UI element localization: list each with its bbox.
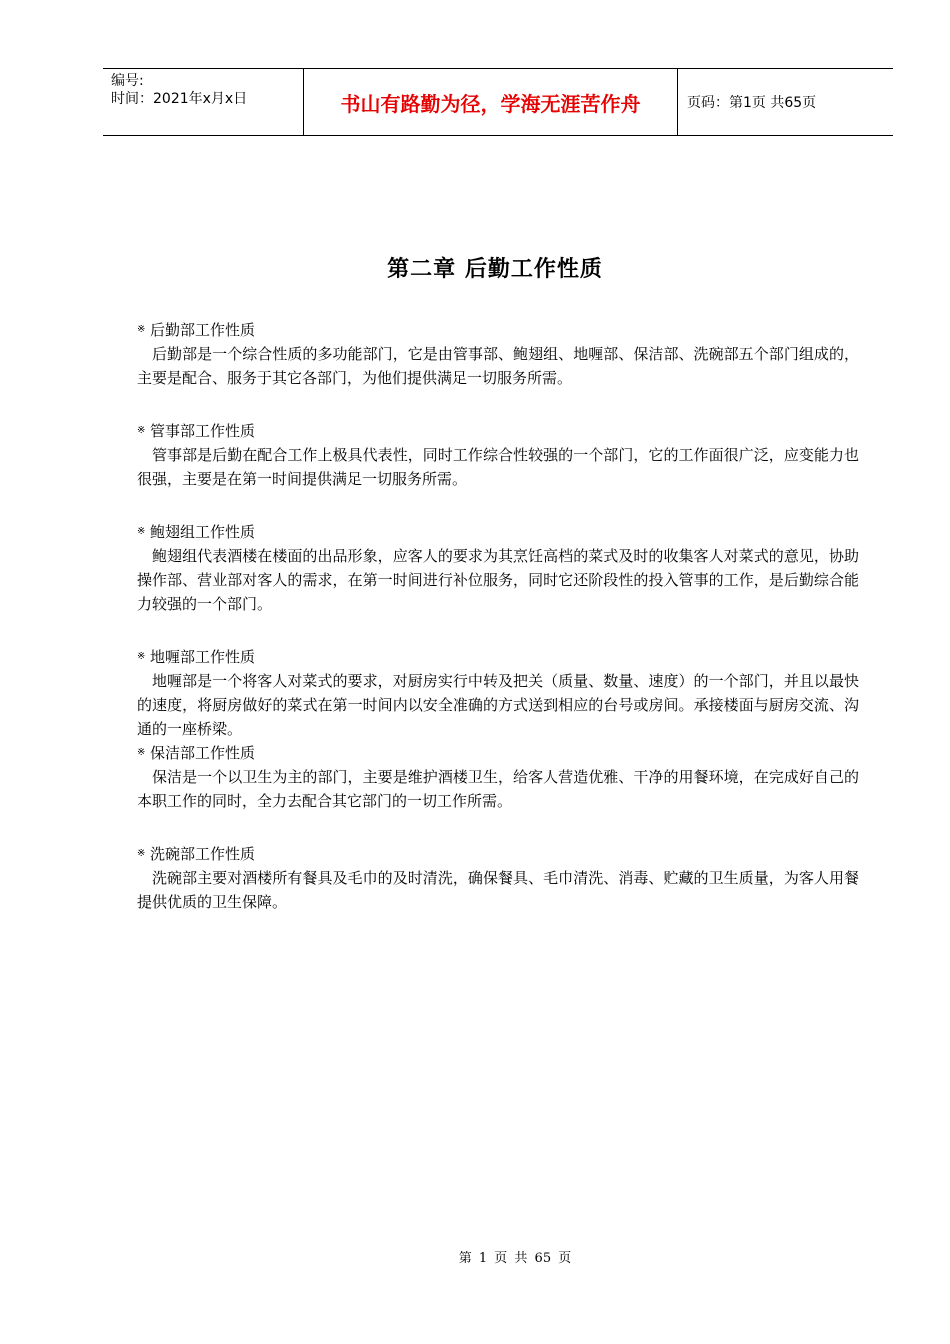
header-motto: 书山有路勤为径，学海无涯苦作舟: [304, 69, 678, 135]
document-body: [137, 318, 859, 914]
chapter-title: 第二章 后勤工作性质: [387, 257, 603, 282]
section-dishwashing: [137, 842, 859, 914]
section-title: 鲍翅组工作性质: [150, 523, 256, 541]
header-page-info: 页码：第1页 共65页: [687, 95, 817, 111]
section-title: 管事部工作性质: [150, 422, 256, 440]
section-body: 保洁是一个以卫生为主的部门，主要是维护酒楼卫生，给客人营造优雅、干净的用餐环境，在完成好自己的本职工作的同时，全力去配合其它部门的一切工作所需。: [137, 768, 859, 810]
section-body: 洗碗部主要对酒楼所有餐具及毛巾的及时清洗，确保餐具、毛巾清洗、消毒、贮藏的卫生质量，为客人用餐提供优质的卫生保障。: [137, 869, 859, 911]
page-header: [103, 68, 893, 136]
document-date: 时间：2021年x月x日: [111, 91, 248, 107]
section-cleaning: [137, 741, 859, 813]
section-logistics: [137, 318, 859, 390]
section-title: 保洁部工作性质: [150, 744, 256, 762]
section-body: 后勤部是一个综合性质的多功能部门，它是由管事部、鲍翅组、地喱部、保洁部、洗碗部五个部门组成的，主要是配合、服务于其它各部门，为他们提供满足一切服务所需。: [137, 345, 859, 387]
section-body: 鲍翅组代表酒楼在楼面的出品形象，应客人的要求为其烹饪高档的菜式及时的收集客人对菜式的意见，协助操作部、营业部对客人的需求，在第一时间进行补位服务，同时它还阶段性的投入管事的工作，是后勤综合能力较强的一个部门。: [137, 547, 859, 613]
reference-mark-icon: ※: [137, 324, 146, 335]
section-stewarding: [137, 419, 859, 491]
reference-mark-icon: ※: [137, 651, 146, 662]
section-title: 洗碗部工作性质: [150, 845, 256, 863]
document-number-label: 编号:: [111, 73, 144, 89]
section-title: 地喱部工作性质: [150, 648, 256, 666]
reference-mark-icon: ※: [137, 747, 146, 758]
section-title: 后勤部工作性质: [150, 321, 256, 339]
section-abalone-shark-fin: [137, 520, 859, 616]
reference-mark-icon: ※: [137, 425, 146, 436]
reference-mark-icon: ※: [137, 526, 146, 537]
reference-mark-icon: ※: [137, 848, 146, 859]
page-footer: 第 1 页 共 65 页: [458, 1251, 572, 1266]
section-body: 管事部是后勤在配合工作上极具代表性，同时工作综合性较强的一个部门，它的工作面很广泛，应变能力也很强，主要是在第一时间提供满足一切服务所需。: [137, 446, 859, 488]
section-food-runner: [137, 645, 859, 741]
header-meta: [103, 69, 304, 135]
section-body: 地喱部是一个将客人对菜式的要求，对厨房实行中转及把关（质量、数量、速度）的一个部门，并且以最快的速度，将厨房做好的菜式在第一时间内以安全准确的方式送到相应的台号或房间。承接楼面与厨房交流、沟通的一座桥梁。: [137, 672, 859, 738]
